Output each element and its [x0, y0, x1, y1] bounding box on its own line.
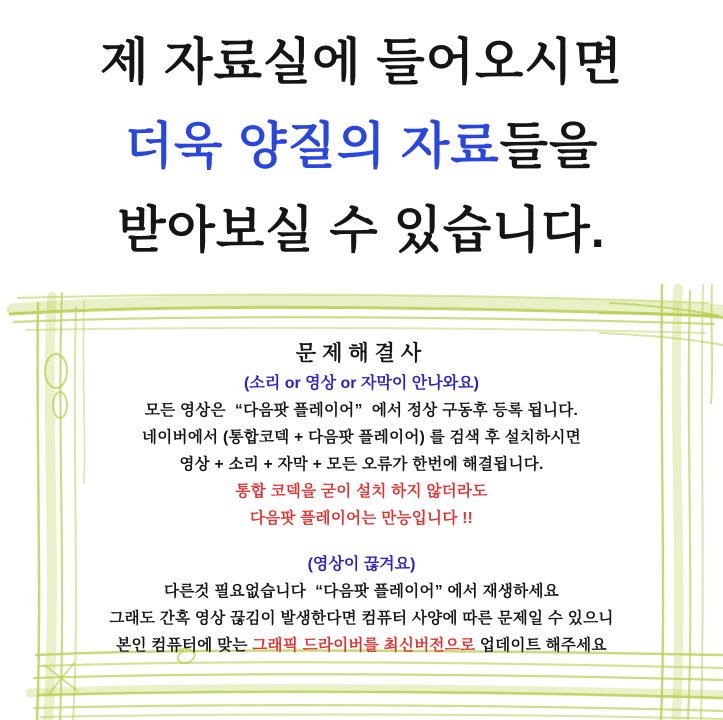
board-section-audio-video-subtitle [0, 370, 723, 532]
last-line-red: 그래픽 드라이버를 최신버전으로 [252, 637, 476, 654]
banner-line-3: 받아보실 수 있습니다. [117, 202, 606, 258]
last-line-black-suffix: 업데이트 해주세요 [475, 637, 607, 654]
section2-line-2: 그래도 간혹 영상 끊김이 발생한다면 컴퓨터 사양에 따른 문제일 수 있으니 [109, 610, 614, 627]
section1-header: (소리 or 영상 or 자막이 안나와요) [244, 375, 479, 392]
board-title: 문제해결사 [295, 342, 428, 365]
banner-line-2-black: 들을 [499, 118, 599, 174]
section2-header: (영상이 끊겨요) [307, 556, 416, 573]
board-section-stuttering [0, 551, 723, 659]
troubleshooting-board [0, 341, 723, 659]
banner-line-1: 제 자료실에 들어오시면 [100, 34, 623, 90]
section1-red-line-1: 통합 코덱을 굳이 설치 하지 않더라도 [235, 483, 488, 500]
section1-line-1: 모든 영상은 “다음팟 플레이어” 에서 정상 구동후 등록 됩니다. [144, 402, 579, 419]
section1-line-3: 영상 + 소리 + 자막 + 모든 오류가 한번에 해결됩니다. [179, 456, 544, 473]
banner-line-2-blue: 더욱 양질의 자료 [124, 118, 500, 174]
last-line-black-prefix: 본인 컴퓨터에 맞는 [116, 637, 253, 654]
banner-line-2 [0, 104, 723, 188]
section2-line-3 [0, 632, 723, 659]
section1-red-line-2: 다음팟 플레이어는 만능입니다 !! [249, 510, 474, 527]
section2-line-1: 다른것 필요없습니다 “다음팟 플레이어” 에서 재생하세요 [163, 583, 560, 600]
top-banner [0, 20, 723, 272]
section1-line-2: 네이버에서 (통합코덱 + 다음팟 플레이어) 를 검색 후 설치하시면 [142, 429, 581, 446]
